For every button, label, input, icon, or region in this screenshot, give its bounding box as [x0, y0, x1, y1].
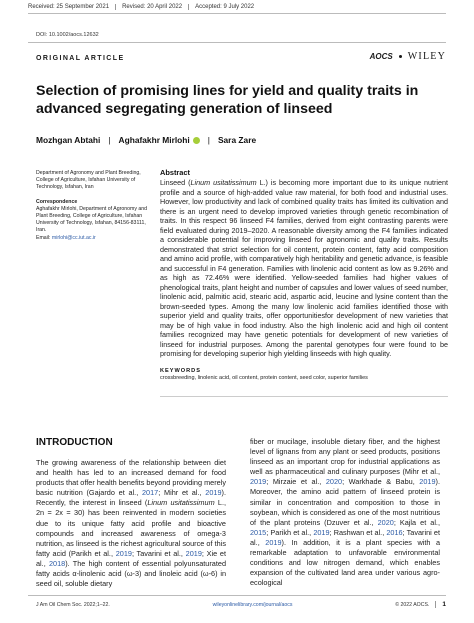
publisher-logos — [370, 51, 446, 62]
citation-link[interactable]: 2020 — [325, 477, 343, 487]
author-list — [36, 135, 256, 145]
keywords-heading: KEYWORDS — [160, 367, 201, 374]
intro-text-run: ; Tavarini et al., — [131, 548, 186, 558]
author-2[interactable]: Aghafakhr Mirlohi — [118, 135, 190, 145]
intro-left-column — [36, 458, 226, 589]
citation-link[interactable]: 2019 — [205, 488, 222, 498]
correspondence-heading: Correspondence — [36, 198, 78, 205]
intro-text-run: ). Moreover, the amino acid pattern of linseed protein is similar in concentration and composition to those in soybean, which is considered as one of the most nutritious of the plant proteins (Dzuver et al., — [250, 477, 440, 527]
paper-title: Selection of promising lines for yield and quality traits in advanced segregating generation of linseed — [36, 83, 419, 117]
aocs-logo: AOCS — [369, 52, 393, 61]
intro-text-run: ). Recently, the interest in linseed ( — [36, 488, 226, 508]
citation-link[interactable]: 2019 — [265, 537, 282, 547]
citation-link[interactable]: 2016 — [386, 527, 403, 537]
copyright: © 2022 AOCS. — [395, 601, 430, 608]
page-footer — [36, 601, 446, 608]
abstract-text-pre: Linseed ( — [160, 178, 191, 187]
wiley-logo: WILEY — [407, 51, 446, 62]
abstract-heading: Abstract — [160, 168, 190, 177]
accepted-date: Accepted: 9 July 2022 — [195, 4, 255, 10]
affiliation-column — [36, 170, 148, 242]
email-link[interactable]: mirlohi@cc.iut.ac.ir — [51, 234, 96, 241]
doi[interactable]: DOI: 10.1002/aocs.12632 — [36, 32, 99, 38]
author-separator: | — [207, 135, 210, 145]
intro-text-run: ). In addition, it is a plant species with a remarkable adaptation to unfavorable environmental conditions and low nitrogen demand, which enables expansion of the cultivated land area under various agro-ecological — [250, 537, 441, 588]
affiliation: Department of Agronomy and Plant Breeding, College of Agriculture, Isfahan University of Technology, Isfahan, Iran — [36, 170, 141, 191]
journal-url[interactable]: wileyonlinelibrary.com/journal/aocs — [212, 601, 293, 608]
abstract-section — [160, 168, 448, 381]
intro-text-run: The growing awareness of the relationship between diet and health has led to an increased demand for food products that offer health benefits beyond providing merely basic nutrition (Gajardo et al., — [36, 458, 226, 498]
journal-citation: J Am Oil Chem Soc. 2022;1–22. — [36, 601, 110, 608]
email-label: Email: — [36, 234, 51, 241]
intro-text-run: ; Mihr et al., — [158, 488, 206, 498]
intro-text-run: ; Parikh et al., — [266, 527, 314, 537]
citation-link[interactable]: 2018 — [48, 558, 66, 568]
citation-link[interactable]: 2019 — [185, 548, 202, 558]
doi-divider — [28, 42, 446, 43]
abstract-divider — [160, 396, 448, 397]
citation-link[interactable]: 2019 — [419, 477, 436, 487]
intro-text-run: ). The high content of essential polyunsaturated fatty acids α-linolenic acid (ω-3) and linoleic acid (ω-6) in seed oil, soluble dietary — [36, 558, 227, 589]
citation-link[interactable]: 2019 — [115, 548, 132, 558]
intro-right-column — [250, 437, 440, 588]
intro-text-run: fiber or mucilage, insoluble dietary fiber, and the highest level of lignans from any plant or seed products, positions linseed as an important crop for industrial applications as well as pharmaceutical and culinary purposes (Mihr et al., — [250, 437, 440, 477]
author-separator: | — [108, 135, 111, 145]
intro-heading: INTRODUCTION — [36, 437, 113, 448]
citation-link[interactable]: 2020 — [377, 517, 394, 527]
intro-text-run: ; Mirzaie et al., — [266, 477, 326, 487]
keywords-list: crossbreeding, linolenic acid, oil content, protein content, seed color, superior families — [160, 374, 368, 381]
intro-text-run: ; Tavarini et al., — [250, 527, 440, 547]
citation-link[interactable]: 2017 — [142, 488, 159, 498]
author-1[interactable]: Mozhgan Abtahi — [36, 135, 101, 145]
abstract-text-post: L.) is becoming more important due to its unique nutrient profile and a source of high-added value raw material, for both food and industrial uses. However, low productivity and lack of combined quality traits has limited its cultivation and there is an urgent need to develop improved varieties through genetic recombination of traits. In this respect 96 linseed F4 families, derived from eight contrasting parents were field evaluated during 2019–2020. A reasonable diversity among the F4 families indicated a considerable potential for improving linseed for agronomic and quality traits. Results demonstrated that strict selection for oil content, protein content, fatty acid composition and amino acid profile, with comparatively high heritability and genetic advance, is feasible and successful in F4 generation. Families with linolenic acid content as low as 9.26% and as high as 72.46% were identified. Yellow-seeded families had higher values of phenological traits, plant height and number of capsules and lower values of seed number, linolenic acid, palmitic acid, stearic acid, aspartic acid, leucine and lysine content than the brown-seeded types. Among the many low linolenic acid families identified those with superior yield and quality traits, offer opportunitiesfor development of new varieties that may be of high value in food industry. Also the high linolenic acid and high oil content families recognized may have genetic potentials for development of new varieties of linseed for industrial purposes. Among the parental genotypes four were found to be promising for developing superior high yielding linseeds with high quality. — [160, 178, 448, 359]
abstract-species: Linum usitatissimum — [190, 178, 257, 187]
received-date: Received: 25 September 2021 — [28, 4, 116, 10]
intro-text-run: ; Rashwan et al., — [329, 527, 387, 537]
logo-separator-dot — [399, 55, 402, 58]
header-divider — [28, 13, 446, 14]
correspondence-text: Aghafakhr Mirlohi, Department of Agronomy and Plant Breeding, College of Agriculture, Isfahan University of Technology, Isfahan, 84156-83111, Iran. — [36, 205, 148, 234]
footer-divider — [28, 595, 446, 596]
citation-link[interactable]: 2019 — [250, 477, 267, 487]
intro-text-run: ; Warkhade & Babu, — [342, 477, 420, 487]
intro-text-run: L., 2n = 2x = 30) has been reinvented in modern societies due to its unique fatty acid profile and bioactive compounds and increased awareness of omega-3 nutrition, as linseed is the richest agricultural source of this fatty acid (Parikh et al., — [36, 498, 226, 558]
citation-link[interactable]: 2019 — [313, 527, 330, 537]
page-number: 1 — [435, 601, 446, 608]
email-line — [36, 235, 148, 242]
intro-text-run: ; Xie et al., — [36, 548, 227, 568]
revised-date: Revised: 20 April 2022 — [116, 4, 189, 10]
intro-text-run: ; Kajla et al., — [393, 517, 440, 527]
author-3[interactable]: Sara Zare — [217, 135, 257, 145]
article-history — [28, 4, 260, 10]
citation-link[interactable]: 2015 — [250, 527, 267, 537]
orcid-icon[interactable] — [193, 137, 200, 144]
abstract-body — [160, 178, 448, 359]
intro-text-run: Linum usitatissimum — [147, 498, 215, 508]
article-type: ORIGINAL ARTICLE — [36, 55, 125, 62]
